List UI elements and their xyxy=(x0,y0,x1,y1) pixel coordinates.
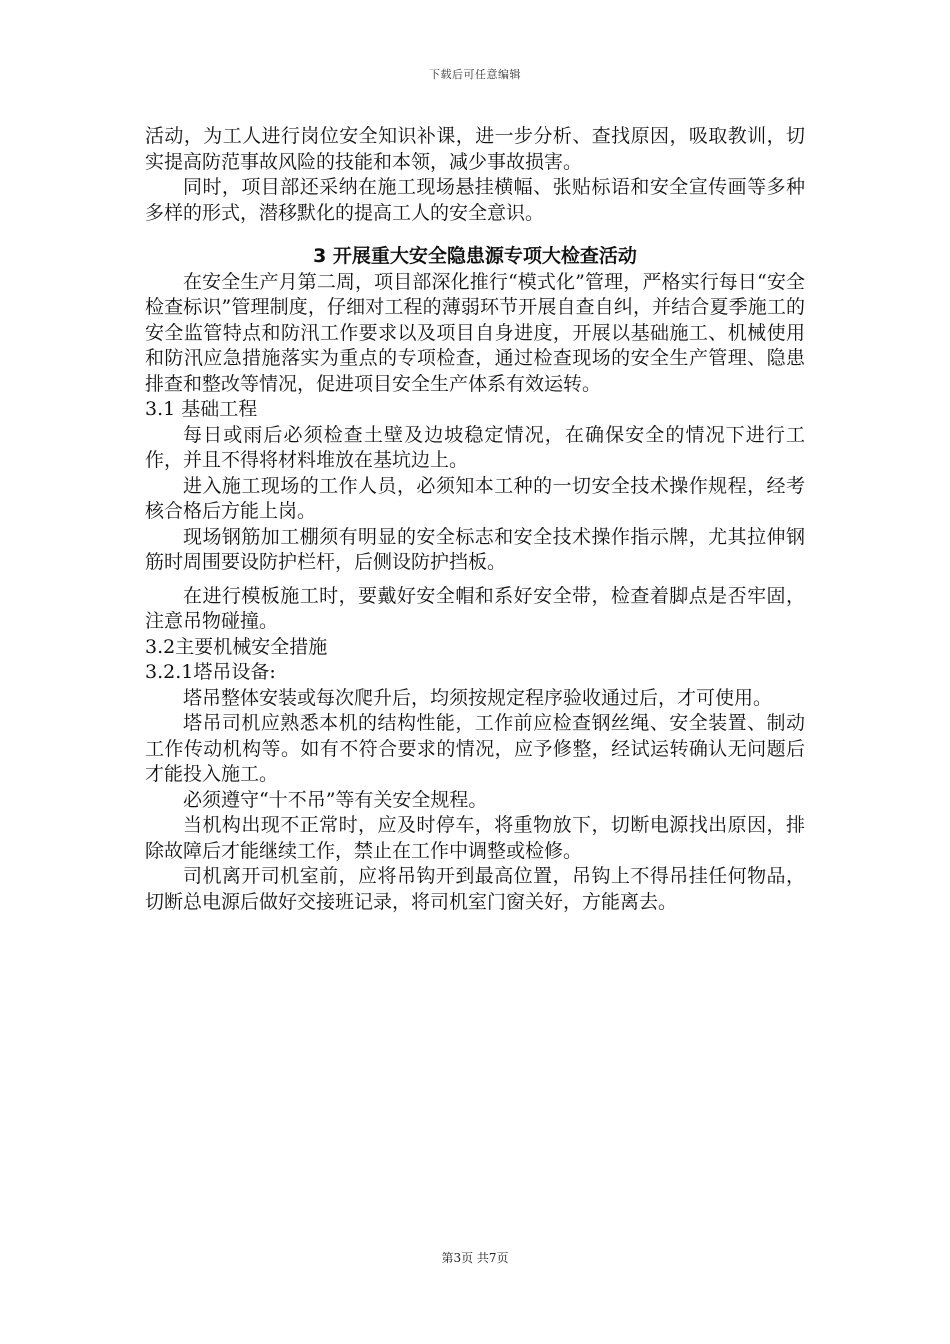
paragraph-4: 每日或雨后必须检查土壁及边坡稳定情况，在确保安全的情况下进行工作，并且不得将材料堆放在基坑边上。 xyxy=(145,423,805,471)
paragraph-3: 在安全生产月第二周，项目部深化推行“模式化”管理，严格实行每日“安全检查标识”管理制度，仔细对工程的薄弱环节开展自查自纠，并结合夏季施工的安全监管特点和防汛工作要求以及项目自身进度，开展以基础施工、机械使用和防汛应急措施落实为重点的专项检查，通过检查现场的安全生产管理、隐患排查和整改等情况，促进项目安全生产体系有效运转。 xyxy=(145,270,805,395)
paragraph-5: 进入施工现场的工作人员，必须知本工种的一切安全技术操作规程，经考核合格后方能上岗。 xyxy=(145,474,805,522)
subheading-3-2-1: 3.2.1塔吊设备: xyxy=(145,661,276,683)
document-body xyxy=(145,124,805,915)
subheading-3-2: 3.2主要机械安全措施 xyxy=(145,635,328,658)
page-number-footer: 第3页 共7页 xyxy=(441,1251,509,1265)
subheading-3-1: 3.1 基础工程 xyxy=(145,398,258,420)
paragraph-7: 在进行模板施工时，要戴好安全帽和系好安全带，检查着脚点是否牢固，注意吊物碰撞。 xyxy=(145,584,805,632)
paragraph-10: 必须遵守“十不吊”等有关安全规程。 xyxy=(183,788,488,811)
paragraph-8: 塔吊整体安装或每次爬升后，均须按规定程序验收通过后，才可使用。 xyxy=(183,686,773,709)
paragraph-1: 活动，为工人进行岗位安全知识补课，进一步分析、查找原因，吸取教训，切实提高防范事故风险的技能和本领，减少事故损害。 xyxy=(145,125,805,173)
paragraph-2: 同时，项目部还采纳在施工现场悬挂横幅、张贴标语和安全宣传画等多种多样的形式，潜移默化的提高工人的安全意识。 xyxy=(145,176,805,224)
paragraph-12: 司机离开司机室前，应将吊钩开到最高位置，吊钩上不得吊挂任何物品，切断总电源后做好交接班记录，将司机室门窗关好，方能离去。 xyxy=(145,865,805,913)
paragraph-6: 现场钢筋加工棚须有明显的安全标志和安全技术操作指示牌，尤其拉伸钢筋时周围要设防护栏杆，后侧设防护挡板。 xyxy=(145,525,805,573)
page-header-note: 下载后可任意编辑 xyxy=(429,68,521,81)
paragraph-9: 塔吊司机应熟悉本机的结构性能，工作前应检查钢丝绳、安全装置、制动工作传动机构等。如有不符合要求的情况，应予修整，经试运转确认无问题后才能投入施工。 xyxy=(145,712,805,785)
paragraph-11: 当机构出现不正常时，应及时停车，将重物放下，切断电源找出原因，排除故障后才能继续工作，禁止在工作中调整或检修。 xyxy=(145,814,805,862)
section-heading-3: 3 开展重大安全隐患源专项大检查活动 xyxy=(313,245,637,267)
